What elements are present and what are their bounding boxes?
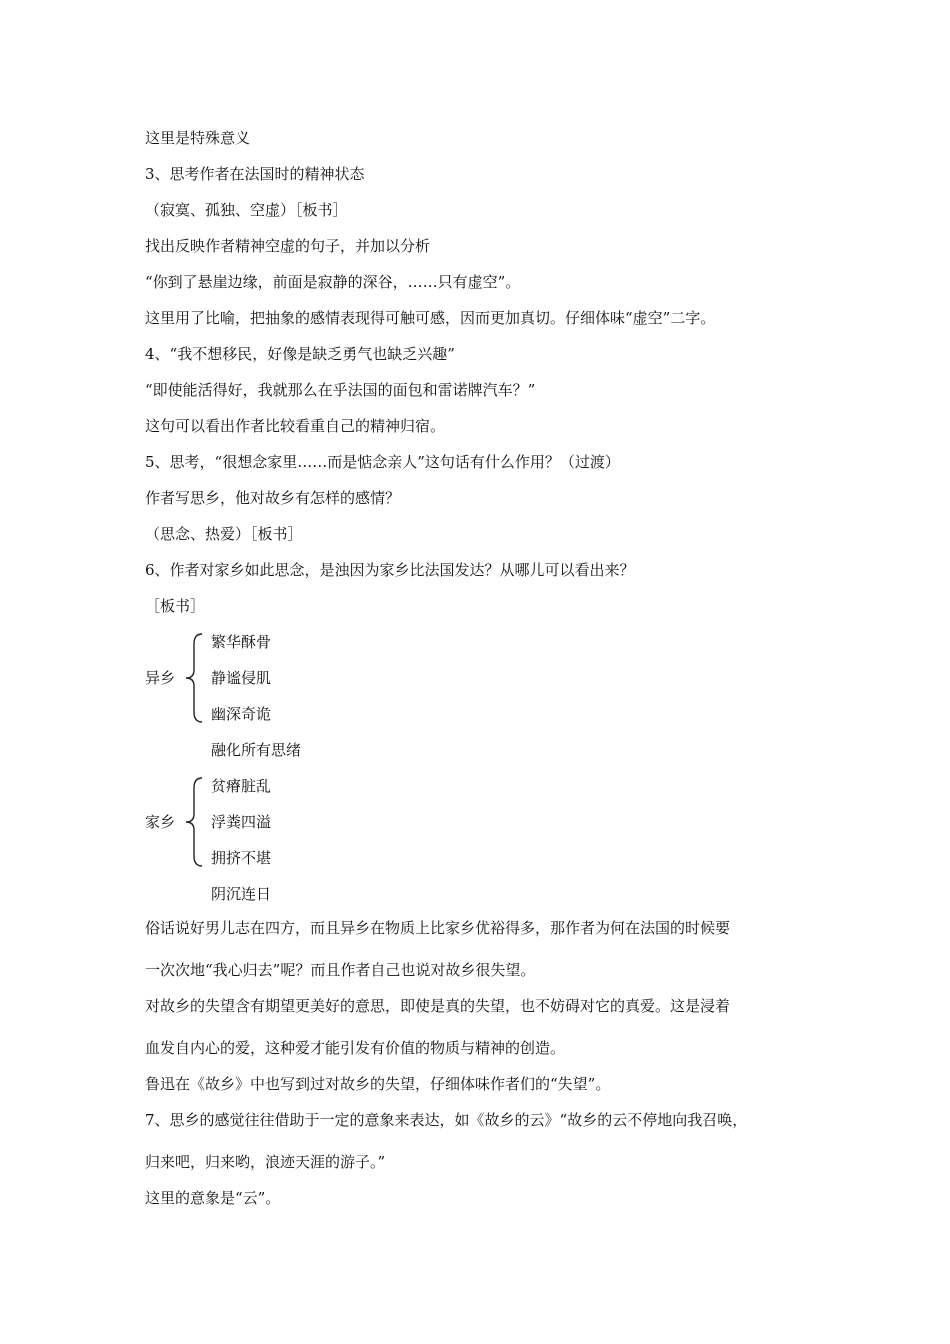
paragraph-line: 5、思考，“很想念家里……而是惦念亲人”这句话有什么作用？（过渡） [145, 453, 620, 471]
paragraph-line: 4、“我不想移民，好像是缺乏勇气也缺乏兴趣” [145, 345, 455, 363]
board-item: 阴沉连日 [211, 885, 272, 903]
board-item: 静谧侵肌 [211, 669, 272, 687]
paragraph-line: 作者写思乡，他对故乡有怎样的感情？ [145, 489, 401, 507]
board-item: 贫瘠脏乱 [211, 777, 272, 795]
left-brace-icon [180, 776, 204, 868]
board-label-abroad: 异乡 [145, 669, 176, 687]
paragraph-line: 3、思考作者在法国时的精神状态 [145, 165, 365, 183]
paragraph-line: 血发自内心的爱，这种爱才能引发有价值的物质与精神的创造。 [145, 1039, 566, 1057]
paragraph-line: 归来吧，归来哟，浪迹天涯的游子。” [145, 1153, 386, 1171]
paragraph-line: ［板书］ [145, 597, 206, 615]
paragraph-line: 这句可以看出作者比较看重自己的精神归宿。 [145, 417, 446, 435]
paragraph-line: “即使能活得好，我就那么在乎法国的面包和雷诺牌汽车？” [145, 381, 536, 399]
board-item: 拥挤不堪 [211, 849, 272, 867]
paragraph-line: 对故乡的失望含有期望更美好的意思，即使是真的失望，也不妨碍对它的真爱。这是浸着 [145, 997, 731, 1015]
board-item: 浮粪四溢 [211, 813, 272, 831]
paragraph-line: “你到了悬崖边缘，前面是寂静的深谷，……只有虚空”。 [145, 273, 521, 291]
paragraph-line: 一次次地“我心归去”呢？而且作者自己也说对故乡很失望。 [145, 961, 536, 979]
paragraph-line: （思念、热爱）［板书］ [145, 525, 303, 543]
board-item: 繁华酥骨 [211, 633, 272, 651]
board-label-home: 家乡 [145, 813, 176, 831]
paragraph-line: 这里是特殊意义 [145, 129, 251, 147]
paragraph-line: 7、思乡的感觉往往借助于一定的意象来表达，如《故乡的云》“故乡的云不停地向我召唤， [145, 1111, 748, 1129]
paragraph-line: （寂寞、孤独、空虚）［板书］ [145, 201, 348, 219]
paragraph-line: 6、作者对家乡如此思念，是浊因为家乡比法国发达？从哪儿可以看出来？ [145, 561, 635, 579]
paragraph-line: 这里用了比喻，把抽象的感情表现得可触可感，因而更加真切。仔细体味“虚空”二字。 [145, 309, 716, 327]
paragraph-line: 这里的意象是“云”。 [145, 1189, 281, 1207]
paragraph-line: 找出反映作者精神空虚的句子，并加以分析 [145, 237, 431, 255]
paragraph-line: 俗话说好男儿志在四方，而且异乡在物质上比家乡优裕得多，那作者为何在法国的时候要 [145, 919, 731, 937]
left-brace-icon [180, 632, 204, 724]
board-item: 幽深奇诡 [211, 705, 272, 723]
paragraph-line: 鲁迅在《故乡》中也写到过对故乡的失望，仔细体味作者们的“失望”。 [145, 1075, 611, 1093]
board-item: 融化所有思绪 [211, 741, 302, 759]
